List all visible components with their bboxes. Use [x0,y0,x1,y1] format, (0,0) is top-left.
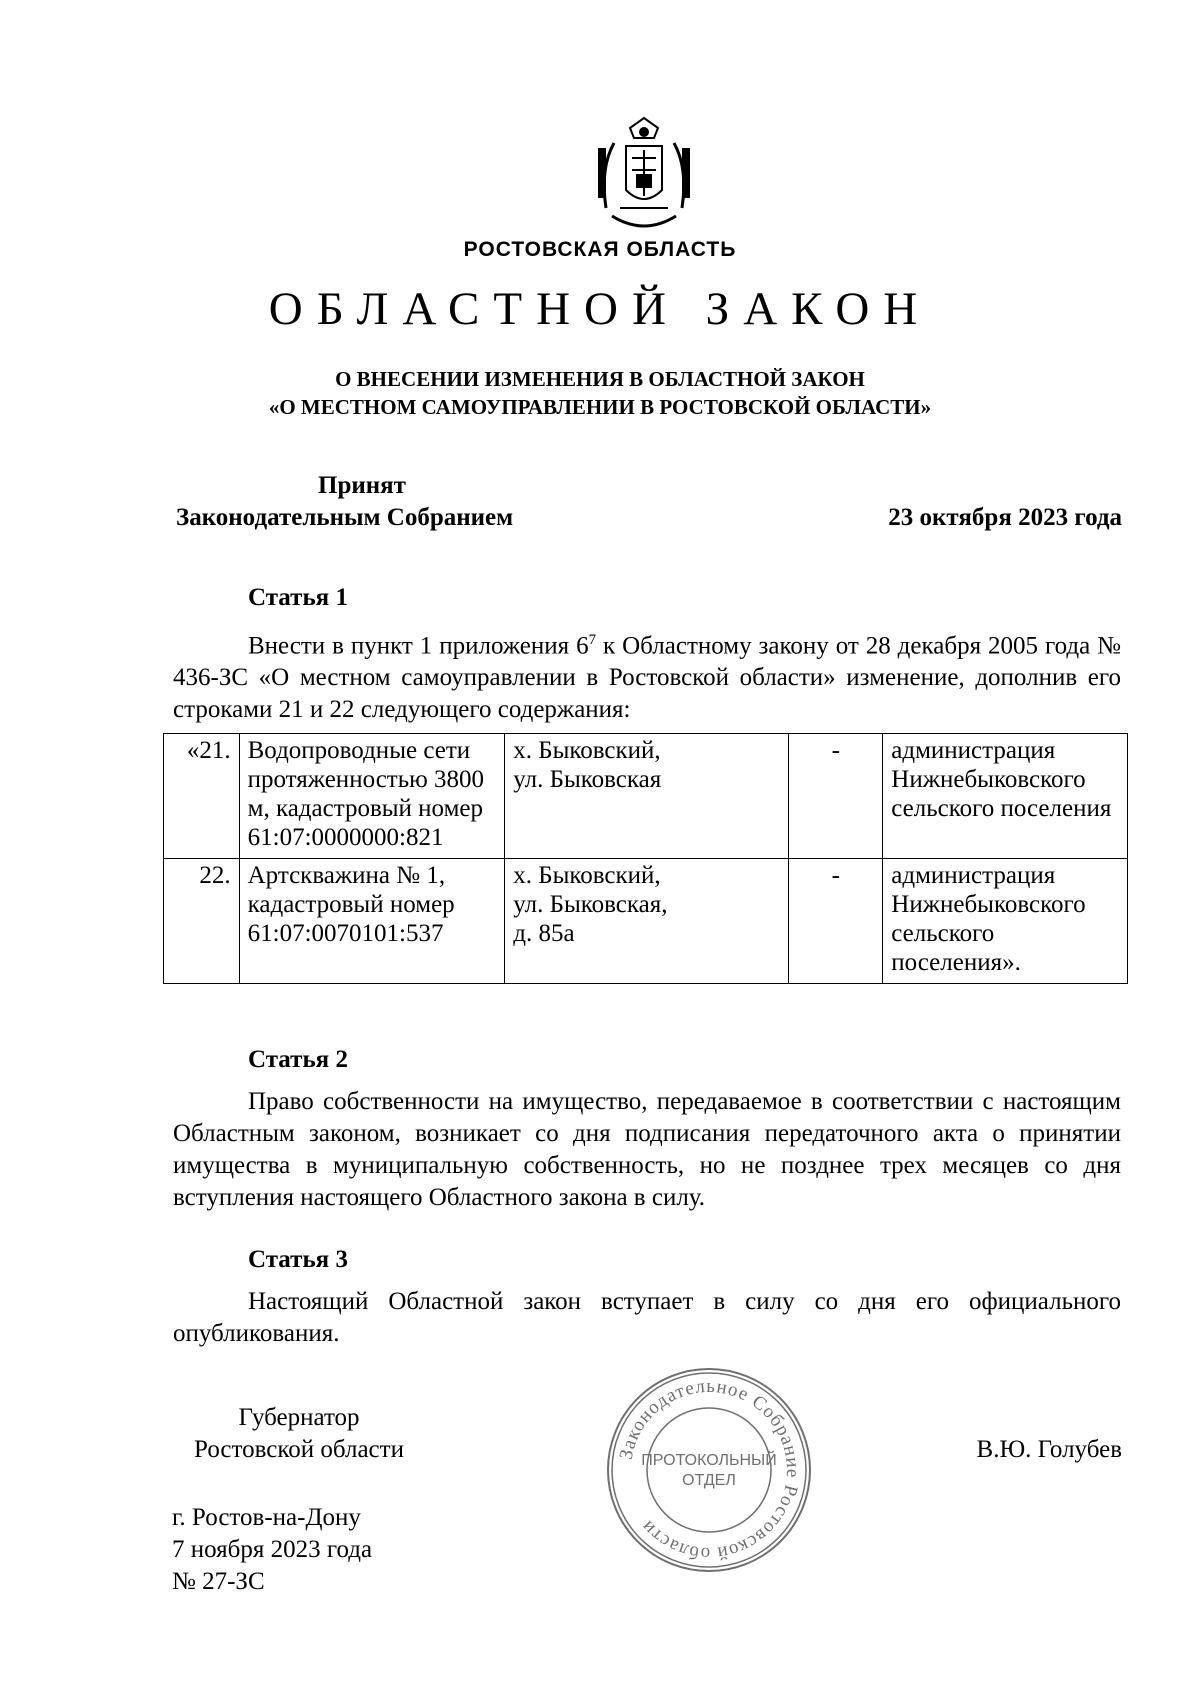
footer-block [172,1502,372,1598]
law-subtitle [0,365,1200,421]
row-number: «21. [164,734,240,859]
coat-of-arms-icon [592,108,696,238]
table-row [164,859,1128,984]
table-row [164,734,1128,859]
law-subtitle-line1: О ВНЕСЕНИИ ИЗМЕНЕНИЯ В ОБЛАСТНОЙ ЗАКОН [335,367,865,391]
address-line: ул. Быковская [513,766,662,793]
article3-heading: Статья 3 [248,1246,348,1273]
property-table [163,733,1128,984]
object-name: Водопроводные сети протяженностью 3800 м, кадастровый номер 61:07:0000000:821 [239,734,505,859]
position-line1: Губернатор [238,1404,360,1431]
article2-heading: Статья 2 [248,1046,348,1073]
article1-text-before: Внести в пункт 1 приложения 6 [248,632,589,660]
article3-text [173,1286,1121,1350]
article2-text [173,1086,1121,1214]
dash-cell: - [789,859,883,984]
object-address [505,734,789,859]
footer-date: 7 ноября 2023 года [172,1536,373,1563]
signatory-position [174,1402,424,1466]
address-line: х. Быковский, [513,862,661,889]
article1-text [173,624,1121,726]
recipient: администрация Нижнебыковского сельского поселения [883,734,1128,859]
adopted-label: Принят [318,472,406,499]
stamp-outer-text: Законодательное Собрание Ростовской области [615,1375,804,1565]
object-name: Артскважина № 1, кадастровый номер 61:07:0070101:537 [239,859,505,984]
recipient: администрация Нижнебыковского сельского поселения». [883,859,1128,984]
law-type-title: ОБЛАСТНОЙ ЗАКОН [268,283,932,335]
footer-city: г. Ростов-на-Дону [172,1504,361,1531]
address-line: х. Быковский, [513,737,661,764]
law-subtitle-line2: «О МЕСТНОМ САМОУПРАВЛЕНИИ В РОСТОВСКОЙ ОБЛАСТИ» [268,395,932,419]
article2-paragraph: Право собственности на имущество, передаваемое в соответствии с настоящим Областным законом, возникает со дня подписания передаточного акта о принятии имущества в муниципальную собственность, но не позднее трех месяцев со дня вступления настоящего Областного закона в силу. [173,1088,1121,1211]
object-address [505,859,789,984]
adoption-date: 23 октября 2023 года [888,504,1122,531]
article1-superscript: 7 [588,632,597,648]
footer-number: № 27-ЗС [172,1568,265,1595]
position-line2: Ростовской области [194,1436,404,1463]
row-number: 22. [164,859,240,984]
article1-heading: Статья 1 [248,584,348,611]
adopted-by: Законодательным Собранием [176,504,514,531]
dash-cell: - [789,734,883,859]
article3-paragraph: Настоящий Областной закон вступает в силу со дня его официального опубликования. [173,1288,1121,1347]
article1-text-after: к Областному закону от 28 декабря 2005 года № 436-ЗС «О местном самоуправлении в Ростовской области» изменение, дополнив его строками 21 и 22 следующего содержания: [173,632,1121,724]
stamp-inner-line1: ПРОТОКОЛЬНЫЙ [641,1452,777,1469]
address-line: ул. Быковская, [513,891,668,918]
svg-text:Законодательное Собрание Росто [616,1376,803,1564]
stamp-inner-line2: ОТДЕЛ [682,1472,736,1489]
address-line: д. 85а [513,920,575,947]
signatory-name: В.Ю. Голубев [976,1436,1122,1463]
official-stamp [604,1365,814,1575]
region-name: РОСТОВСКАЯ ОБЛАСТЬ [463,238,737,261]
